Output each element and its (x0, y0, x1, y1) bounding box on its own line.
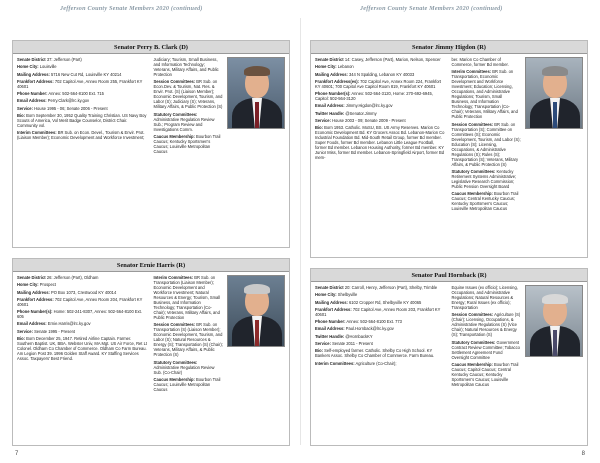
entry-text: Annex: 502-564-3120, Home: 270-692-6945, Capitol: 502-564-3120 (315, 91, 433, 102)
profile-column-left (17, 57, 149, 156)
entry-text: @Senator.Jimmy (345, 110, 377, 116)
entry-label: Home City: (315, 64, 337, 70)
entry-text: Government Contract Review Committee; Tobacco Settlement Agreement Fund Oversight Committee (451, 339, 520, 360)
profile-entry (315, 292, 447, 297)
profile-column-right (154, 57, 224, 156)
entry-label: Phone Number(s): (17, 309, 53, 315)
portrait-photo (525, 57, 583, 129)
entry-text: House 1995 - 06; Senate 2006 - Present (34, 105, 108, 111)
entry-text: 37: Jefferson (Part) (46, 57, 82, 62)
profile-entry (315, 111, 447, 116)
entry-text: Bourbon Trail Caucus; Louisville Metropolitan Caucus (153, 376, 221, 392)
profile-entry (17, 336, 149, 361)
entry-label: Session Committees: (451, 121, 494, 127)
entry-label: Senate District (315, 57, 344, 62)
entry-label: Caucus Membership: (451, 191, 493, 197)
profile-entry (452, 169, 522, 189)
entry-label: Home City: (17, 64, 39, 70)
profile-entry (154, 112, 224, 132)
profile-entry (315, 348, 447, 358)
profile-entry (17, 91, 149, 96)
profile-entry (315, 91, 447, 101)
entry-label: Service: (315, 341, 331, 347)
entry-label: Statutory Committees: (451, 168, 496, 174)
page-number-left: 7 (15, 451, 19, 457)
entry-text: 5716 New Cut Rd, Louisville KY 40214 (50, 71, 122, 77)
entry-text: 20: Carroll, Henry, Jefferson (Part), Shelby, Trimble (344, 285, 438, 290)
profile-entry (315, 285, 447, 290)
portrait-photo (227, 275, 285, 347)
entry-text: Annex: 502-564-8100 Ext. 715 (48, 91, 104, 97)
entry-text: 702 Capitol Ave, Annex Room 204, Frankfort KY 40601 (17, 296, 143, 307)
entry-text: 344 N Spalding, Lebanon KY 40033 (348, 71, 415, 77)
entry-text: 14: Casey, Jefferson (Part), Marion, Nelson, Spencer (344, 57, 441, 62)
entry-label: Statutory Committees: (153, 359, 198, 365)
entry-label: Mailing Address: (315, 71, 348, 77)
entry-label: Email Address: (17, 321, 47, 327)
entry-label: Session Committees: (451, 312, 494, 318)
entry-text: BR Sub. on Transportation, Economic Development and Workforce Investment; Education; Licensing, Occupations, and Administrative Regulations; Tourism, Small Business, and Information Technology; Transportation (Co-Chair); Veterans, Military Affairs, and Public Protection (451, 69, 518, 120)
entry-text: Paul.Hornback@lrc.ky.gov (345, 326, 394, 332)
running-head-left: Jefferson County Senate Members 2020 (continued) (60, 5, 203, 12)
entry-text: Annex: 502-564-8100 Ext. 773 (346, 319, 402, 325)
entry-text: @HornbackKY (345, 333, 373, 339)
profile-hornback (310, 268, 588, 446)
entry-text: BR Sub. on Transportation (S); Committee on Committees (S); Economic Development, Tourism, and Labor (S); Education (S); Licensing, Occupations, & Administrative Regulations (S); Rules (S); Transportation (S); Veterans, Military Affairs, & Public Protection (S) (451, 121, 521, 167)
profile-entry (17, 329, 149, 334)
entry-text: Born December 25, 1947. Retired Airline Captain. Farmer. Southern Baptist. UK, BBA. Webster Univ, MA Mgt. US Air Force, Ret Lt Colonel. Oldham Co Chamber of Commerce. Oldham Co Farm Bureau. Am Legion Post 39. 1996 Golden Staff Award. KY Staffing Services Assoc. Taxpayers' Best Friend. (17, 336, 147, 362)
entry-text: ber. Marion Co Chamber of Commerce, former Bd member. (451, 57, 509, 67)
entry-label: Home City: (17, 282, 39, 288)
entry-label: Phone Number: (315, 319, 346, 325)
entry-text: Born September 30, 1952 Quality Training Christian. US Navy Boy Scouts of America, Vol Merit Badge Counselor, District Chair. Community vol. (17, 113, 147, 129)
entry-label: Twitter Handle: (315, 333, 345, 339)
profile-entry (17, 64, 149, 69)
profile-entry (315, 72, 447, 77)
entry-label: Home City: (315, 292, 337, 298)
profile-entry (315, 326, 447, 331)
profile-entry (452, 362, 522, 387)
profile-entry (452, 285, 522, 310)
entry-text: Self-employed farmer. Catholic. Shelby Co High School. KY Bankers Assoc. Shelby Co Chamber of Commerce. Farm Bureau. (315, 348, 435, 359)
entry-label: Interim Committees: (451, 69, 492, 75)
entry-label: Mailing Address: (17, 289, 50, 295)
entry-label: Frankfort Address: (17, 296, 54, 302)
entry-label: Session Committees: (153, 322, 196, 328)
entry-label: Phone Number: (17, 91, 48, 97)
entry-text: Bourbon Trail Caucus; Central Kentucky Caucus; Kentucky Sportsmen's Caucus; Louisville Metropolitan Caucus (451, 191, 519, 212)
entry-label: Statutory Committees: (153, 111, 198, 117)
entry-text: Lebanon (337, 64, 354, 70)
entry-text: Administrative Regulation Review Sub. (Co-Chair) (153, 364, 215, 375)
entry-label: Frankfort Address: (315, 306, 352, 312)
profile-entry (154, 275, 224, 320)
entry-label: Bio: (17, 113, 25, 119)
profile-entry (17, 321, 149, 326)
profile-entry (154, 79, 224, 109)
entry-label: Service: (315, 118, 331, 124)
page-number-right: 8 (581, 451, 585, 457)
entry-text: 6102 Cropper Rd, Shelbyville KY 40065 (348, 299, 422, 305)
profile-title: Senator Jimmy Higdon (R) (311, 41, 587, 54)
entry-label: Caucus Membership: (153, 376, 195, 382)
profile-entry (315, 300, 447, 305)
entry-label: Caucus Membership: (153, 133, 195, 139)
profile-higdon (310, 40, 588, 258)
entry-label: Interim Committees: (315, 360, 355, 366)
entry-label: Session Committees: (153, 79, 196, 85)
entry-label: Twitter Handle: (315, 110, 345, 116)
profile-entry (315, 64, 447, 69)
entry-text: Born 1953. Catholic. MoSU, BS. US Army Reserves. Marion Co Economic Development Bd. KY Grocers Assoc Bd. Lebanon-Marion Co Industrial Foundation Bd. Mid-South Retail Group, former Bd member. Super Foods, former Bd member. Lebanon Little League Football, former Bd member. Lebanon Housing Authority, former Bd member. KY Junior Miss, former Bd member. Lebanon-Springfield Airport, former Bd mem- (315, 125, 445, 161)
entry-label: Mailing Address: (315, 299, 348, 305)
entry-text: 702 Capitol Ave, Annex Room 224, Frankfort KY 40601; 700 Capitol Ave Capitol Room 819, Frankfort KY 40601 (315, 78, 442, 89)
entry-text: Perry.Clark@lrc.ky.gov (47, 98, 90, 104)
profile-entry (452, 191, 522, 211)
entry-text: Ernie.Harris@lrc.ky.gov (47, 321, 91, 327)
profile-entry (315, 361, 447, 366)
profile-entry (315, 79, 447, 89)
entry-text: Jimmy.Higdon@lrc.ky.gov (345, 103, 393, 109)
profile-entry (17, 98, 149, 103)
entry-label: Email Address: (315, 326, 345, 332)
profile-entry (17, 282, 149, 287)
profile-entry (17, 275, 149, 280)
profile-entry (315, 125, 447, 160)
profile-entry (154, 57, 224, 77)
entry-text: 702 Capitol Ave, Annex Room 255, Frankfort KY 40601 (17, 78, 143, 89)
entry-text: BR Sub. on Econ.Dev. & Tourism, Nat. Res. & Envir. Prot. (S) (Liaison Member); Economic Development, Tourism, and Labor (S); Judiciary (S); Veterans, Military Affairs, & Public Protection (S) (153, 79, 223, 110)
entry-label: Caucus Membership: (451, 361, 493, 367)
entry-label: Frankfort Address: (17, 78, 54, 84)
entry-label: Bio: (315, 348, 323, 354)
entry-label: Email Address: (17, 98, 47, 104)
profile-entry (452, 69, 522, 119)
entry-text: Senate 2011 - Present (332, 341, 373, 347)
profile-title: Senator Ernie Harris (R) (13, 259, 289, 272)
profile-entry (315, 103, 447, 108)
entry-text: Agriculture (S) (Chair); Licensing, Occupations, & Administrative Regulations (S) (Vice Chair); Natural Resources & Energy (S); Transportation (S) (451, 312, 521, 338)
entry-text: BR Sub. on Transportation (S) (Liaison Member); Economic Development, Tourism, and Labor (S); Natural Resources & Energy (S); Transportation (S) (Chair); Veterans, Military Affairs, & Public Protection (S) (153, 322, 223, 358)
entry-label: Senate District (315, 285, 344, 290)
profile-column-left (315, 57, 447, 213)
entry-label: Statutory Committees: (451, 339, 496, 345)
entry-text: Senate 1995 - Present (34, 328, 76, 334)
profile-entry (17, 297, 149, 307)
profile-entry (315, 57, 447, 62)
profile-entry (154, 322, 224, 357)
entry-text: Prospect (39, 282, 56, 288)
entry-text: BR Sub. on Transportation (Liaison Member); Economic Development and Workforce Investment; Natural Resources & Energy; Tourism, Small Business, and Information Technology; Transportation (Co-Chair); Veterans, Military Affairs, and Public Protection (153, 275, 221, 320)
entry-text: Agriculture (Co-Chair); (355, 360, 397, 366)
profile-harris (12, 258, 290, 446)
profile-entry (17, 72, 149, 77)
entry-text: Bourbon Trail Caucus; Kentucky Sportsmen's Caucus; Louisville Metropolitan Caucus (153, 133, 221, 154)
entry-label: Bio: (315, 125, 323, 131)
profile-entry (315, 118, 447, 123)
entry-text: Louisville (39, 64, 57, 70)
entry-label: Mailing Address: (17, 71, 50, 77)
profile-entry (315, 307, 447, 317)
profile-entry (17, 290, 149, 295)
profile-clark (12, 40, 290, 248)
profile-entry (315, 334, 447, 339)
portrait-photo (525, 285, 583, 357)
entry-text: Administrative Regulation Review Sub.; Program Review and Investigations Comm. (153, 116, 215, 132)
running-head-right: Jefferson County Senate Members 2020 (continued) (360, 5, 503, 12)
profile-column-left (17, 275, 149, 394)
profile-entry (452, 57, 522, 67)
entry-label: Interim Committees: (17, 130, 57, 136)
profile-column-left (315, 285, 447, 389)
entry-label: Bio: (17, 336, 25, 342)
profile-column-right (452, 57, 522, 213)
profile-entry (17, 79, 149, 89)
entry-text: Bourbon Trail Caucus; Capitol Caucus; Central Kentucky Caucus; Kentucky Sportsmen's Caucus; Louisville Metropolitan Caucus (451, 361, 519, 387)
page-gutter (300, 18, 301, 445)
profile-entry (154, 360, 224, 375)
profile-column-right (452, 285, 522, 389)
entry-text: Shelbyville (337, 292, 358, 298)
entry-label: Frankfort Address(es): (315, 78, 359, 84)
entry-label: Interim Committees: (153, 275, 194, 280)
profile-entry (452, 340, 522, 360)
profile-entry (17, 309, 149, 319)
entry-text: Equine Issues (ex officio); Licensing, Occupations, and Administrative Regulations; Natural Resources & Energy; Rural Issues (ex officio); Transportation (451, 285, 518, 310)
profile-entry (17, 106, 149, 111)
entry-label: Senate District (17, 57, 46, 62)
entry-label: Email Address: (315, 103, 345, 109)
entry-label: Service: (17, 328, 33, 334)
entry-text: House 2003 - 09; Senate 2009 - Present (332, 118, 406, 124)
profile-entry (315, 319, 447, 324)
entry-label: Senate District (17, 275, 46, 280)
profile-entry (17, 130, 149, 140)
entry-text: PO Box 1073, Crestwood KY 40014 (50, 289, 117, 295)
entry-text: Judiciary; Tourism, Small Business, and Information Technology; Veterans, Military Affairs, and Public Protection (153, 57, 219, 77)
profile-entry (154, 134, 224, 154)
entry-label: Service: (17, 105, 33, 111)
profile-entry (452, 122, 522, 167)
profile-title: Senator Paul Hornback (R) (311, 269, 587, 282)
portrait-photo (227, 57, 285, 129)
profile-column-right (154, 275, 224, 394)
entry-text: Kentucky Retirement Systems Administrative; Legislative Research Commission; Public Pension Oversight Board (451, 168, 517, 189)
profile-entry (452, 312, 522, 337)
entry-label: Phone Number(s): (315, 91, 351, 97)
profile-entry (315, 341, 447, 346)
profile-entry (17, 113, 149, 128)
entry-text: Home: 502-241-8307, Annex: 502-564-8100 Ext. 605 (17, 309, 142, 320)
entry-text: BR Sub. on Econ. Devel., Tourism & Envir. Prot. (Liaison Member); Economic Development and Workforce Investment; (17, 130, 145, 141)
profile-entry (17, 57, 149, 62)
profile-entry (154, 377, 224, 392)
profile-title: Senator Perry B. Clark (D) (13, 41, 289, 54)
entry-text: 26: Jefferson (Part), Oldham (46, 275, 99, 280)
entry-text: 702 Capitol Ave, Annex Room 203, Frankfort KY 40601 (315, 306, 441, 317)
